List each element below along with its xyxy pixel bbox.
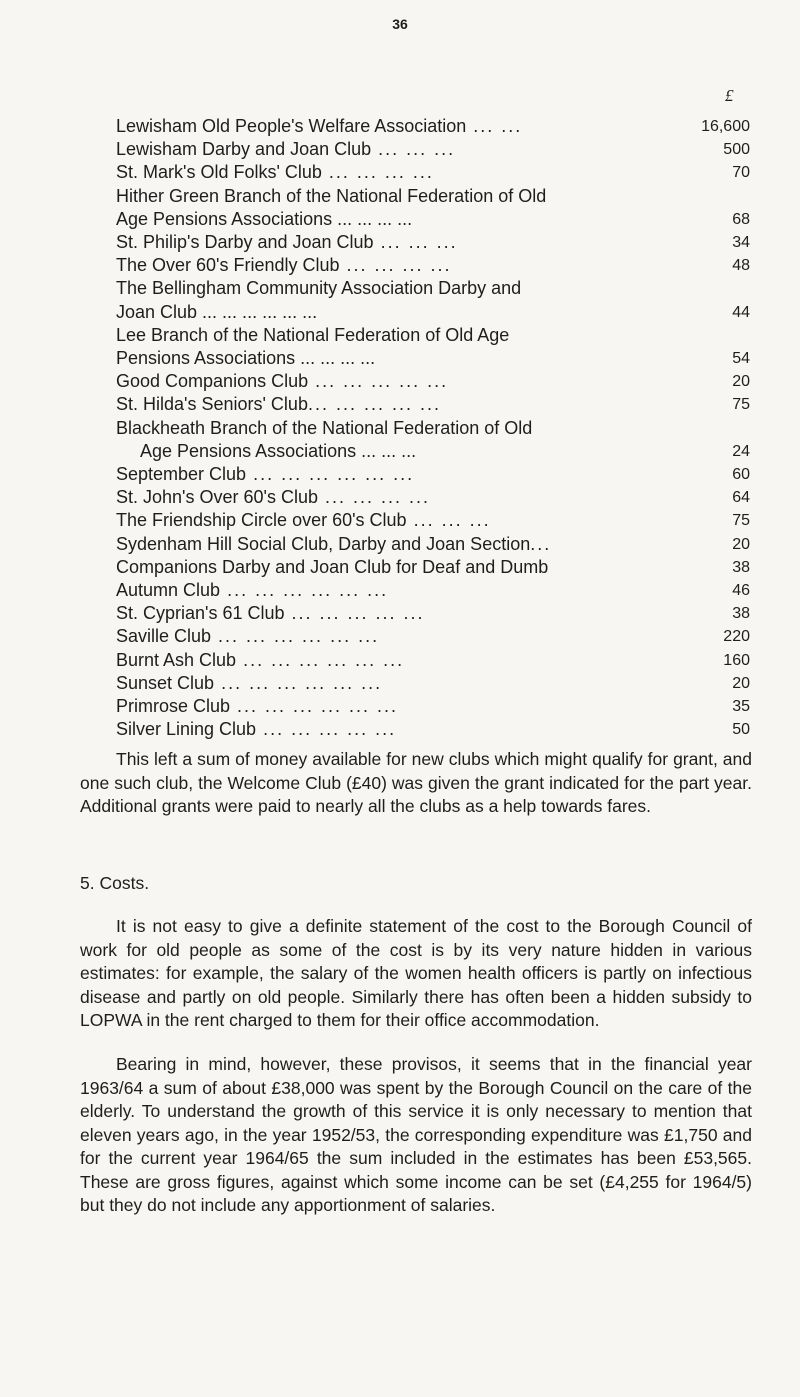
grant-row xyxy=(116,718,750,741)
grant-amount: 44 xyxy=(732,303,750,321)
grant-row xyxy=(116,231,750,254)
paragraph-costs-1 xyxy=(80,915,752,1033)
grant-amount: 70 xyxy=(732,164,750,182)
grant-row xyxy=(116,138,750,161)
grant-club-name-line: Age Pensions Associations ... ... ... xyxy=(140,440,417,461)
grant-club-name-line: Lewisham Old People's Welfare Association xyxy=(116,116,467,136)
grant-club-name xyxy=(116,649,648,672)
grant-row xyxy=(116,533,750,556)
page-number: 36 xyxy=(392,16,408,32)
dot-leader: ... ... ... ... xyxy=(339,255,452,276)
grant-club-name-line: The Bellingham Community Association Darby and xyxy=(116,278,522,299)
grant-club-name-line: Burnt Ash Club xyxy=(116,649,237,670)
grant-club-name-line: Joan Club ... ... ... ... ... ... xyxy=(116,301,318,322)
grant-row xyxy=(116,393,750,416)
dot-leader: ... ... ... ... ... ... xyxy=(220,580,389,601)
grant-amount: 20 xyxy=(732,373,750,391)
grant-club-name xyxy=(116,509,648,532)
grant-amount: 75 xyxy=(732,512,750,530)
grant-row xyxy=(116,602,750,625)
dot-leader: ... ... ... ... ... ... xyxy=(211,626,380,647)
grant-club-name-line: Lewisham Darby and Joan Club xyxy=(116,139,372,160)
grant-club-name-line: St. John's Over 60's Club xyxy=(116,487,318,508)
grant-row xyxy=(116,672,750,695)
grant-amount: 38 xyxy=(732,558,750,576)
paragraph-text: It is not easy to give a definite statement of the cost to the Borough Council of work for old people as some of the cost is by its very nature hidden in various estimates: for example, the salary of the women health officers is partly on infectious disease and partly on old people. Similarly there has often been a hidden subsidy to LOPWA in the rent charged to them for their office accommodation. xyxy=(80,916,752,1030)
grant-row xyxy=(116,695,750,718)
grant-club-name xyxy=(116,115,648,138)
grant-club-name xyxy=(116,277,648,323)
grant-row xyxy=(116,417,750,463)
grant-amount: 24 xyxy=(732,442,750,460)
grant-row xyxy=(116,254,750,277)
grant-club-name-line: The Friendship Circle over 60's Club xyxy=(116,510,407,531)
grant-row xyxy=(116,509,750,532)
grant-amount: 160 xyxy=(723,651,750,669)
grant-amount: 50 xyxy=(732,721,750,739)
dot-leader: ... ... ... ... xyxy=(317,487,430,508)
dot-leader: ... ... ... xyxy=(371,139,456,160)
grant-amount: 64 xyxy=(732,489,750,507)
dot-leader: ... ... xyxy=(466,116,523,136)
grant-amount: 34 xyxy=(732,234,750,252)
grant-row xyxy=(116,115,750,138)
grant-club-name xyxy=(116,231,648,254)
grant-club-name xyxy=(116,718,648,741)
paragraph-costs-2 xyxy=(80,1053,752,1218)
grant-club-name xyxy=(116,370,648,393)
grant-row xyxy=(116,370,750,393)
grant-club-name xyxy=(116,602,648,625)
grant-amount: 54 xyxy=(732,350,750,368)
grant-row xyxy=(116,625,750,648)
grant-club-name-line: Sydenham Hill Social Club, Darby and Joan Section xyxy=(116,533,531,554)
grant-amount: 60 xyxy=(732,466,750,484)
dot-leader: ... ... ... ... ... ... xyxy=(246,464,415,485)
dot-leader: ... ... ... ... ... xyxy=(256,719,397,740)
grant-club-name-line: Sunset Club xyxy=(116,672,215,693)
grant-amount: 20 xyxy=(732,535,750,553)
dot-leader: ... ... ... ... ... xyxy=(307,394,441,415)
dot-leader: ... ... ... xyxy=(373,232,458,253)
paragraph-new-clubs xyxy=(80,748,752,819)
grant-club-name-line: St. Cyprian's 61 Club xyxy=(116,603,285,624)
grant-club-name-line: Autumn Club xyxy=(116,580,221,601)
grant-row xyxy=(116,556,750,579)
grant-club-name-line: Lee Branch of the National Federation of Old Age xyxy=(116,324,510,345)
grant-club-name-line: St. Mark's Old Folks' Club xyxy=(116,162,322,183)
grant-club-name-line: The Over 60's Friendly Club xyxy=(116,255,340,276)
grant-amount: 220 xyxy=(723,628,750,646)
paragraph-text: Bearing in mind, however, these provisos, it seems that in the financial year 1963/64 a sum of about £38,000 was spent by the Borough Council on the care of the elderly. To understand the growth of this service it is only necessary to mention that eleven years ago, in the year 1952/53, the corresponding expenditure was £1,750 and for the current year 1964/65 the sum included in the estimates has been £53,565. These are gross figures, against which some income can be set (£4,255 for 1964/5) but they do not include any apportionment of salaries. xyxy=(80,1054,752,1215)
grant-club-name xyxy=(116,695,648,718)
grant-row xyxy=(116,579,750,602)
grant-club-name-line: Primrose Club xyxy=(116,696,231,717)
grant-club-name xyxy=(116,254,648,277)
grant-club-name-line: Silver Lining Club xyxy=(116,719,257,740)
dot-leader: ... ... ... ... ... ... xyxy=(214,672,383,693)
grant-club-name xyxy=(116,625,648,648)
grant-row xyxy=(116,277,750,323)
grant-club-name xyxy=(116,672,648,695)
grant-club-name xyxy=(116,579,648,602)
grant-row xyxy=(116,161,750,184)
grant-row xyxy=(116,486,750,509)
dot-leader: ... ... ... ... xyxy=(321,162,434,183)
dot-leader: ... ... ... ... ... ... xyxy=(236,649,405,670)
grant-amount: 68 xyxy=(732,210,750,228)
grant-club-name xyxy=(116,324,648,370)
grant-club-name xyxy=(116,417,648,463)
grant-club-name-line: Hither Green Branch of the National Federation of Old xyxy=(116,185,547,206)
grant-club-name xyxy=(116,161,648,184)
grant-amount: 20 xyxy=(732,674,750,692)
grant-club-name xyxy=(116,185,648,231)
dot-leader: ... ... ... xyxy=(406,510,491,531)
grant-amount: 75 xyxy=(732,396,750,414)
grant-club-name-line: Good Companions Club xyxy=(116,371,309,392)
grant-amount: 500 xyxy=(723,141,750,159)
grant-club-name xyxy=(116,556,648,579)
grant-club-name xyxy=(116,138,648,161)
grant-amount: 35 xyxy=(732,698,750,716)
grant-club-name-line: Pensions Associations ... ... ... ... xyxy=(116,348,376,369)
grant-club-name-line: St. Hilda's Seniors' Club xyxy=(116,394,308,415)
grant-club-name xyxy=(116,533,648,556)
paragraph-text: This left a sum of money available for new clubs which might qualify for grant, and one such club, the Welcome Club (£40) was given the grant indicated for the part year. Additional grants were paid to nearly all the clubs as a help towards fares. xyxy=(80,749,752,816)
dot-leader: ... ... ... ... ... xyxy=(308,371,449,392)
grant-club-name-line: Saville Club xyxy=(116,626,212,647)
grant-row xyxy=(116,463,750,486)
grant-amount: 46 xyxy=(732,582,750,600)
section-heading: 5. Costs. xyxy=(80,873,150,893)
grant-club-name xyxy=(116,463,648,486)
grant-amount: 16,600 xyxy=(701,118,750,135)
grant-amount: 48 xyxy=(732,257,750,275)
dot-leader: ... xyxy=(530,533,552,554)
grant-club-name-line: Age Pensions Associations ... ... ... ... xyxy=(116,208,413,229)
grant-club-name xyxy=(116,393,648,416)
grant-club-name-line: Blackheath Branch of the National Federation of Old xyxy=(116,417,533,438)
currency-column-header: £ xyxy=(725,86,734,105)
grants-list xyxy=(116,115,750,741)
grant-row xyxy=(116,185,750,231)
grant-row xyxy=(116,324,750,370)
grant-row xyxy=(116,649,750,672)
dot-leader: ... ... ... ... ... ... xyxy=(230,696,399,717)
grant-club-name xyxy=(116,486,648,509)
grant-club-name-line: September Club xyxy=(116,464,247,485)
grant-amount: 38 xyxy=(732,605,750,623)
grant-club-name-line: Companions Darby and Joan Club for Deaf and Dumb xyxy=(116,556,549,577)
grant-club-name-line: St. Philip's Darby and Joan Club xyxy=(116,232,374,253)
dot-leader: ... ... ... ... ... xyxy=(284,603,425,624)
